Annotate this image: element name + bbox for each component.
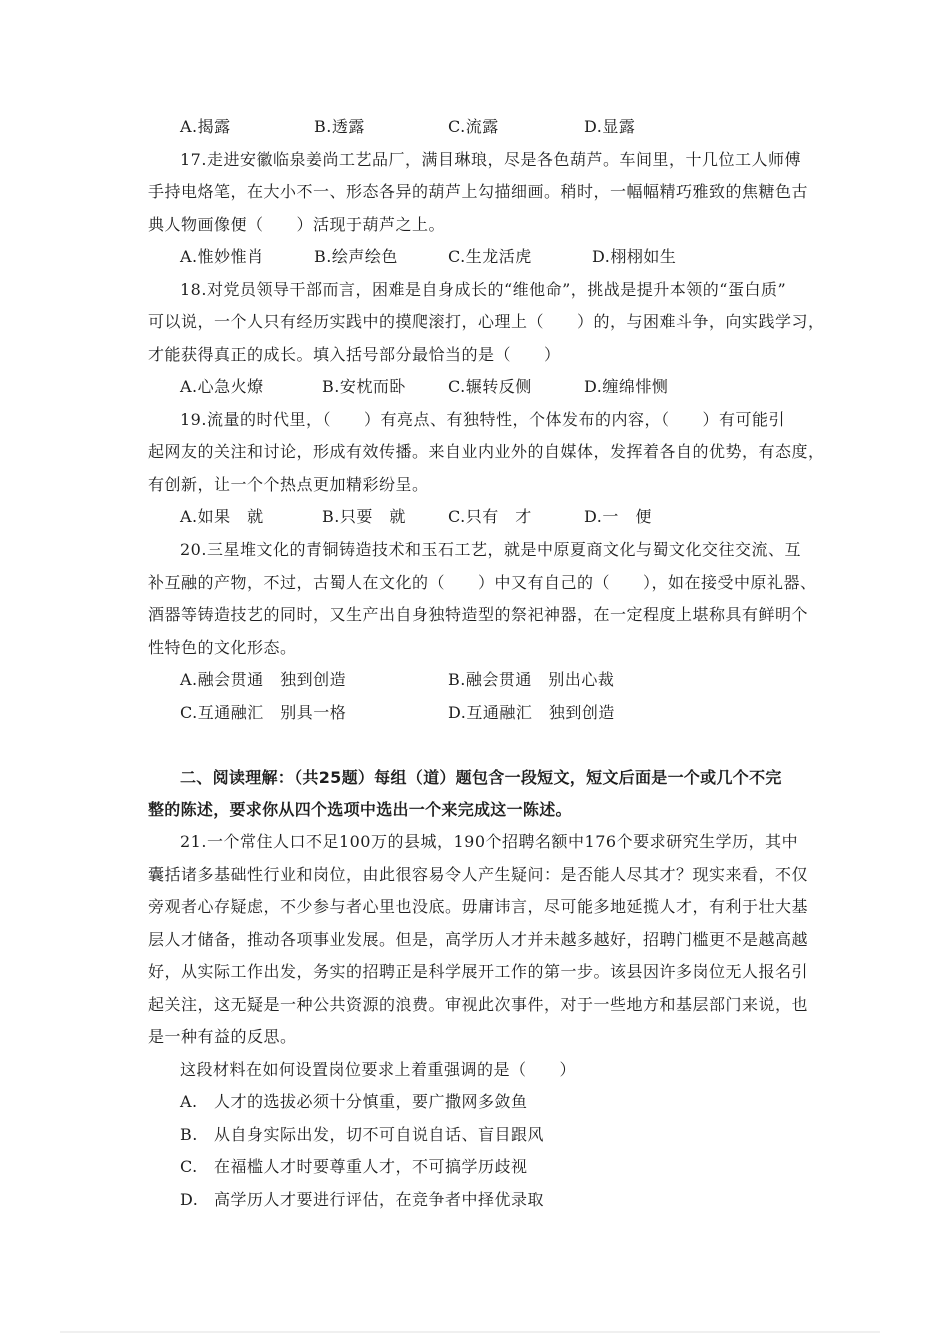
q21-line-6: 起关注，这无疑是一种公共资源的浪费。审视此次事件，对于一些地方和基层部门来说，也: [148, 995, 809, 1014]
q21-option-c-text: 在福槛人才时要尊重人才，不可搞学历歧视: [214, 1157, 528, 1176]
q21-line-2: 囊括诸多基础性行业和岗位，由此很容易令人产生疑问：是否能人尽其才？现实来看，不仅: [148, 865, 809, 884]
q21-option-d-text: 高学历人才要进行评估，在竞争者中择优录取: [214, 1190, 545, 1209]
q17-option-b: B.绘声绘色: [314, 247, 398, 266]
q17-option-d: D.栩栩如生: [592, 247, 677, 266]
q20-option-a: A.融会贯通 独到创造: [180, 670, 347, 689]
q21-option-c-letter: C.: [180, 1157, 198, 1176]
q21-line-3: 旁观者心存疑虑，不少参与者心里也没底。毋庸讳言，尽可能多地延揽人才，有利于壮大基: [148, 897, 809, 916]
q21-option-d-letter: D.: [180, 1190, 199, 1209]
q18-option-a: A.心急火燎: [180, 377, 264, 396]
q21-option-a-text: 人才的选拔必须十分慎重，要广撒网多敛鱼: [214, 1092, 528, 1111]
q18-option-d: D.缠绵悱恻: [584, 377, 669, 396]
q19-option-d: D.一 便: [584, 507, 652, 526]
scan-edge-mark: [60, 1331, 880, 1333]
q20-line-2: 补互融的产物，不过，古蜀人在文化的（ ）中又有自己的（ ），如在接受中原礼器、: [148, 573, 817, 592]
q17-option-c: C.生龙活虎: [448, 247, 532, 266]
q21-option-b-letter: B.: [180, 1125, 198, 1144]
q21-line-5: 好，从实际工作出发，务实的招聘正是科学展开工作的第一步。该县因许多岗位无人报名引: [148, 962, 809, 981]
q19-line-2: 起网友的关注和讨论，形成有效传播。来自业内业外的自媒体，发挥着各自的优势，有态度，: [148, 442, 825, 461]
q18-option-c: C.辗转反侧: [448, 377, 532, 396]
section-2-heading-line-2: 整的陈述，要求你从四个选项中选出一个来完成这一陈述。: [148, 800, 572, 819]
q18-option-b: B.安枕而卧: [322, 377, 406, 396]
q18-line-1: 18.对党员领导干部而言，困难是自身成长的“维他命”，挑战是提升本领的“蛋白质”: [180, 280, 787, 299]
q21-option-c: [180, 1156, 528, 1178]
q21-option-b-text: 从自身实际出发，切不可自说自话、盲目跟风: [214, 1125, 545, 1144]
q21-line-4: 层人才储备，推动各项事业发展。但是，高学历人才并未越多越好，招聘门槛更不是越高越: [148, 930, 809, 949]
q19-line-3: 有创新，让一个个热点更加精彩纷呈。: [148, 475, 429, 494]
q21-option-b: [180, 1124, 544, 1146]
q16-option-a: A.揭露: [180, 117, 231, 136]
q20-line-3: 酒器等铸造技艺的同时，又生产出自身独特造型的祭祀神器，在一定程度上堪称具有鲜明个: [148, 605, 809, 624]
q20-option-b: B.融会贯通 别出心裁: [448, 670, 615, 689]
q18-line-3: 才能获得真正的成长。填入括号部分最恰当的是（ ）: [148, 345, 561, 364]
q21-option-a: [180, 1091, 528, 1113]
q21-option-d: [180, 1189, 544, 1211]
q19-line-1: 19.流量的时代里，（ ）有亮点、有独特性，个体发布的内容，（ ）有可能引: [180, 410, 785, 429]
q20-line-4: 性特色的文化形态。: [148, 638, 297, 657]
q17-line-3: 典人物画像便（ ）活现于葫芦之上。: [148, 215, 446, 234]
section-2-heading-line-1: 二、阅读理解：（共25题）每组（道）题包含一段短文，短文后面是一个或几个不完: [180, 768, 782, 787]
q21-line-1: 21.一个常住人口不足100万的县城，190个招聘名额中176个要求研究生学历，其中: [180, 832, 799, 851]
q20-option-c: C.互通融汇 别具一格: [180, 703, 347, 722]
q17-option-a: A.惟妙惟肖: [180, 247, 264, 266]
q21-question: 这段材料在如何设置岗位要求上着重强调的是（ ）: [180, 1060, 577, 1079]
q19-option-a: A.如果 就: [180, 507, 264, 526]
q19-option-b: B.只要 就: [322, 507, 406, 526]
q16-option-c: C.流露: [448, 117, 499, 136]
q20-option-d: D.互通融汇 独到创造: [448, 703, 615, 722]
q21-line-7: 是一种有益的反思。: [148, 1027, 297, 1046]
q16-option-d: D.显露: [584, 117, 636, 136]
q20-line-1: 20.三星堆文化的青铜铸造技术和玉石工艺，就是中原夏商文化与蜀文化交往交流、互: [180, 540, 801, 559]
q18-line-2: 可以说，一个人只有经历实践中的摸爬滚打，心理上（ ）的，与困难斗争，向实践学习，: [148, 312, 825, 331]
q21-option-a-letter: A.: [180, 1092, 198, 1111]
q19-option-c: C.只有 才: [448, 507, 532, 526]
q17-line-1: 17.走进安徽临泉姜尚工艺品厂，满目琳琅，尽是各色葫芦。车间里，十几位工人师傅: [180, 150, 801, 169]
q17-line-2: 手持电烙笔，在大小不一、形态各异的葫芦上勾描细画。稍时，一幅幅精巧雅致的焦糖色古: [148, 182, 809, 201]
q16-option-b: B.透露: [314, 117, 365, 136]
